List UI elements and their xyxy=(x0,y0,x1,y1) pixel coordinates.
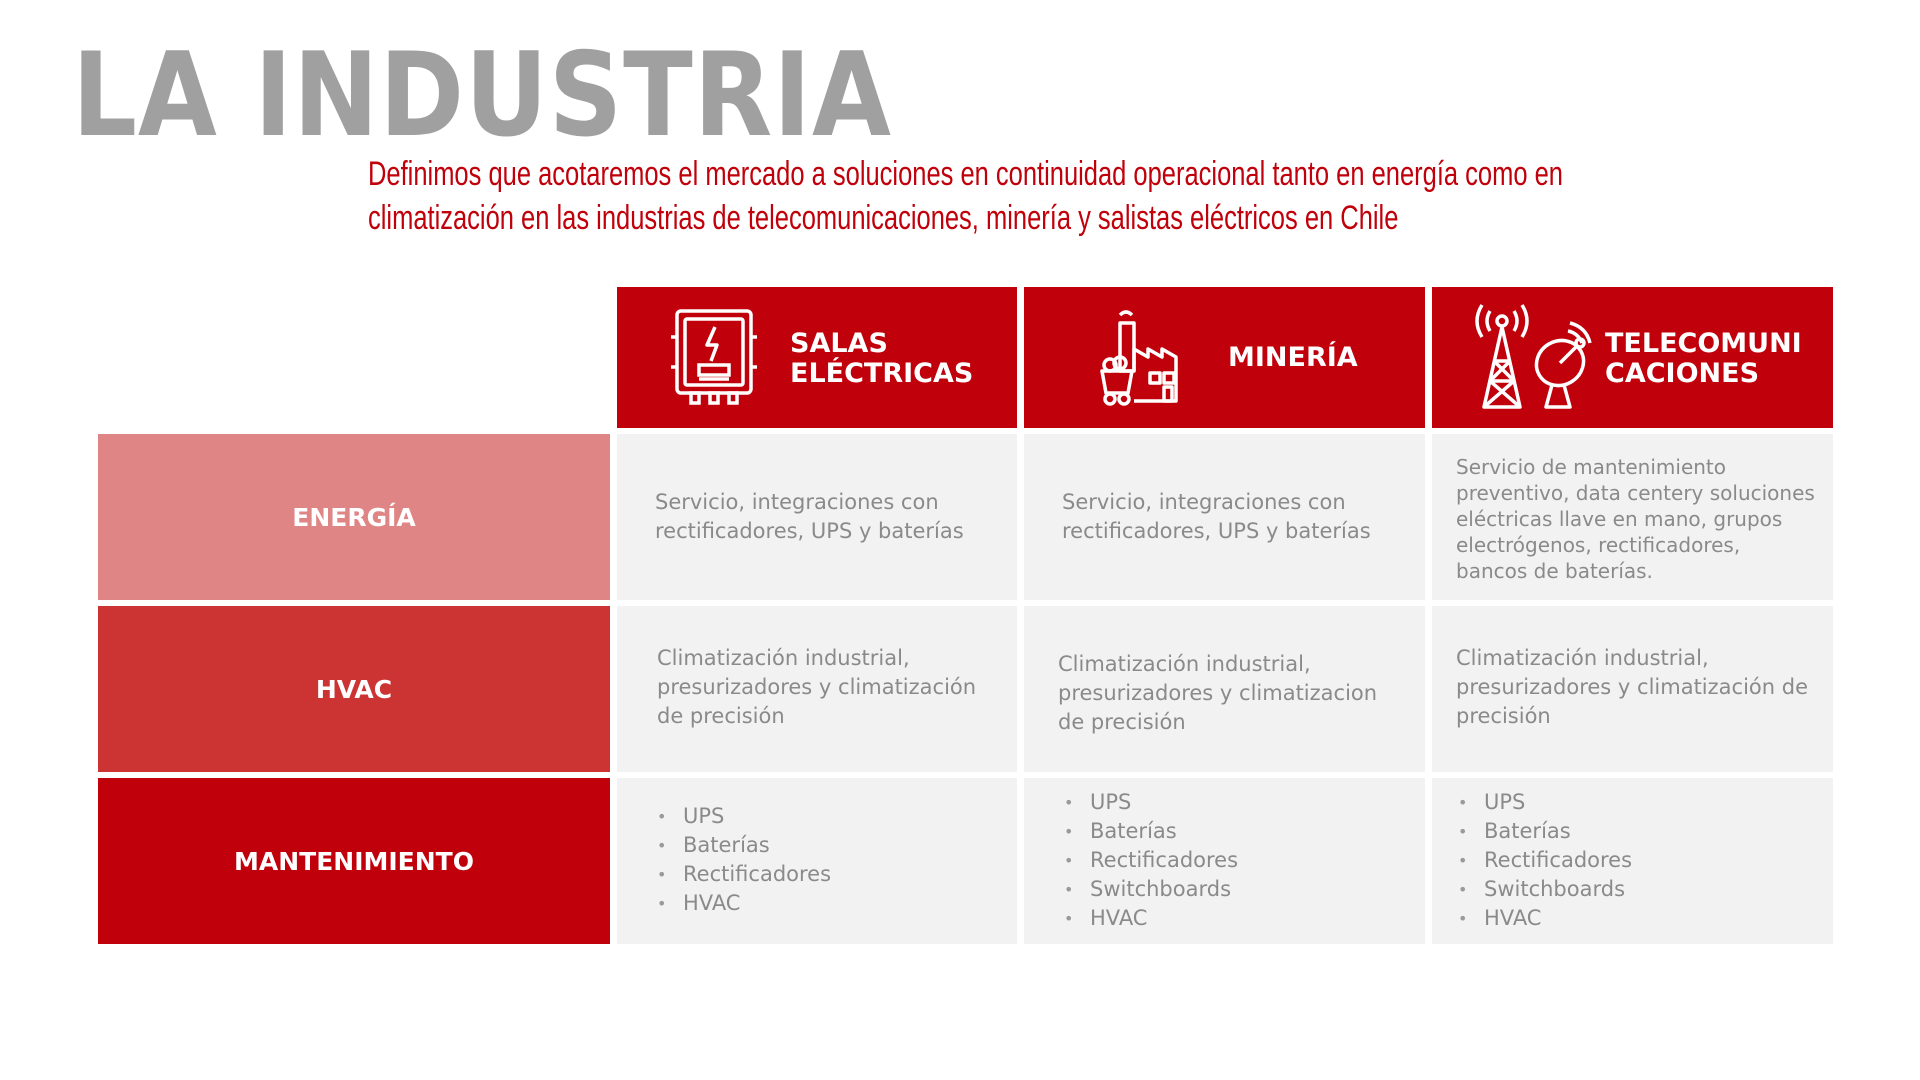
cell-hvac-telecom xyxy=(1432,606,1833,772)
bullet-list xyxy=(655,802,831,918)
list-item: • Rectificadores xyxy=(1062,846,1238,875)
list-item: • Baterías xyxy=(655,831,831,860)
list-item: • Switchboards xyxy=(1062,875,1238,904)
list-item: • Baterías xyxy=(1456,817,1632,846)
column-header-mineria xyxy=(1024,287,1425,428)
mining-factory-icon xyxy=(1098,305,1202,409)
cell-energia-telecom xyxy=(1432,434,1833,600)
page-title: LA INDUSTRIA xyxy=(72,28,892,163)
subtitle-line-2: climatización en las industrias de telecomunicaciones, minería y salistas eléctricos en Chile xyxy=(368,199,1399,237)
subtitle-line-1: Definimos que acotaremos el mercado a soluciones en continuidad operacional tanto en energía como en xyxy=(368,155,1563,193)
column-header-salas-electricas xyxy=(617,287,1017,428)
list-item: • Rectificadores xyxy=(1456,846,1632,875)
bullet-list xyxy=(1456,788,1632,933)
cell-mantenimiento-salas xyxy=(617,778,1017,944)
column-header-label: SALAS ELÉCTRICAS xyxy=(790,328,974,389)
column-header-telecomunicaciones xyxy=(1432,287,1833,428)
bullet-list xyxy=(1062,788,1238,933)
cell-hvac-mineria xyxy=(1024,606,1425,772)
cell-text: Climatización industrial, presurizadores y climatización de precisión xyxy=(1456,646,1808,728)
list-item: • Switchboards xyxy=(1456,875,1632,904)
list-item: • Baterías xyxy=(1062,817,1238,846)
cell-text: Servicio, integraciones con rectificadores, UPS y baterías xyxy=(655,490,964,543)
list-item: • Rectificadores xyxy=(655,860,831,889)
cell-energia-mineria xyxy=(1024,434,1425,600)
cell-text: Servicio, integraciones con rectificadores, UPS y baterías xyxy=(1062,490,1371,543)
cell-text: Servicio de mantenimiento preventivo, data centery soluciones eléctricas llave en mano, grupos electrógenos, rectificadores, bancos de baterías. xyxy=(1456,455,1815,583)
list-item: • UPS xyxy=(655,802,831,831)
list-item: • UPS xyxy=(1062,788,1238,817)
row-label-hvac: HVAC xyxy=(98,606,610,772)
cell-mantenimiento-telecom xyxy=(1432,778,1833,944)
list-item: • HVAC xyxy=(1456,904,1632,933)
row-label-mantenimiento: MANTENIMIENTO xyxy=(98,778,610,944)
column-header-label: TELECOMUNI CACIONES xyxy=(1605,328,1802,389)
subtitle xyxy=(368,152,1688,240)
electrical-panel-icon xyxy=(669,307,759,407)
cell-hvac-salas xyxy=(617,606,1017,772)
antenna-satellite-icon xyxy=(1474,301,1594,413)
column-header-label: MINERÍA xyxy=(1228,342,1358,373)
cell-energia-salas xyxy=(617,434,1017,600)
cell-mantenimiento-mineria xyxy=(1024,778,1425,944)
list-item: • UPS xyxy=(1456,788,1632,817)
list-item: • HVAC xyxy=(655,889,831,918)
list-item: • HVAC xyxy=(1062,904,1238,933)
row-label-energia: ENERGÍA xyxy=(98,434,610,600)
cell-text: Climatización industrial, presurizadores y climatizacion de precisión xyxy=(1058,652,1378,734)
cell-text: Climatización industrial, presurizadores y climatización de precisión xyxy=(657,646,977,728)
